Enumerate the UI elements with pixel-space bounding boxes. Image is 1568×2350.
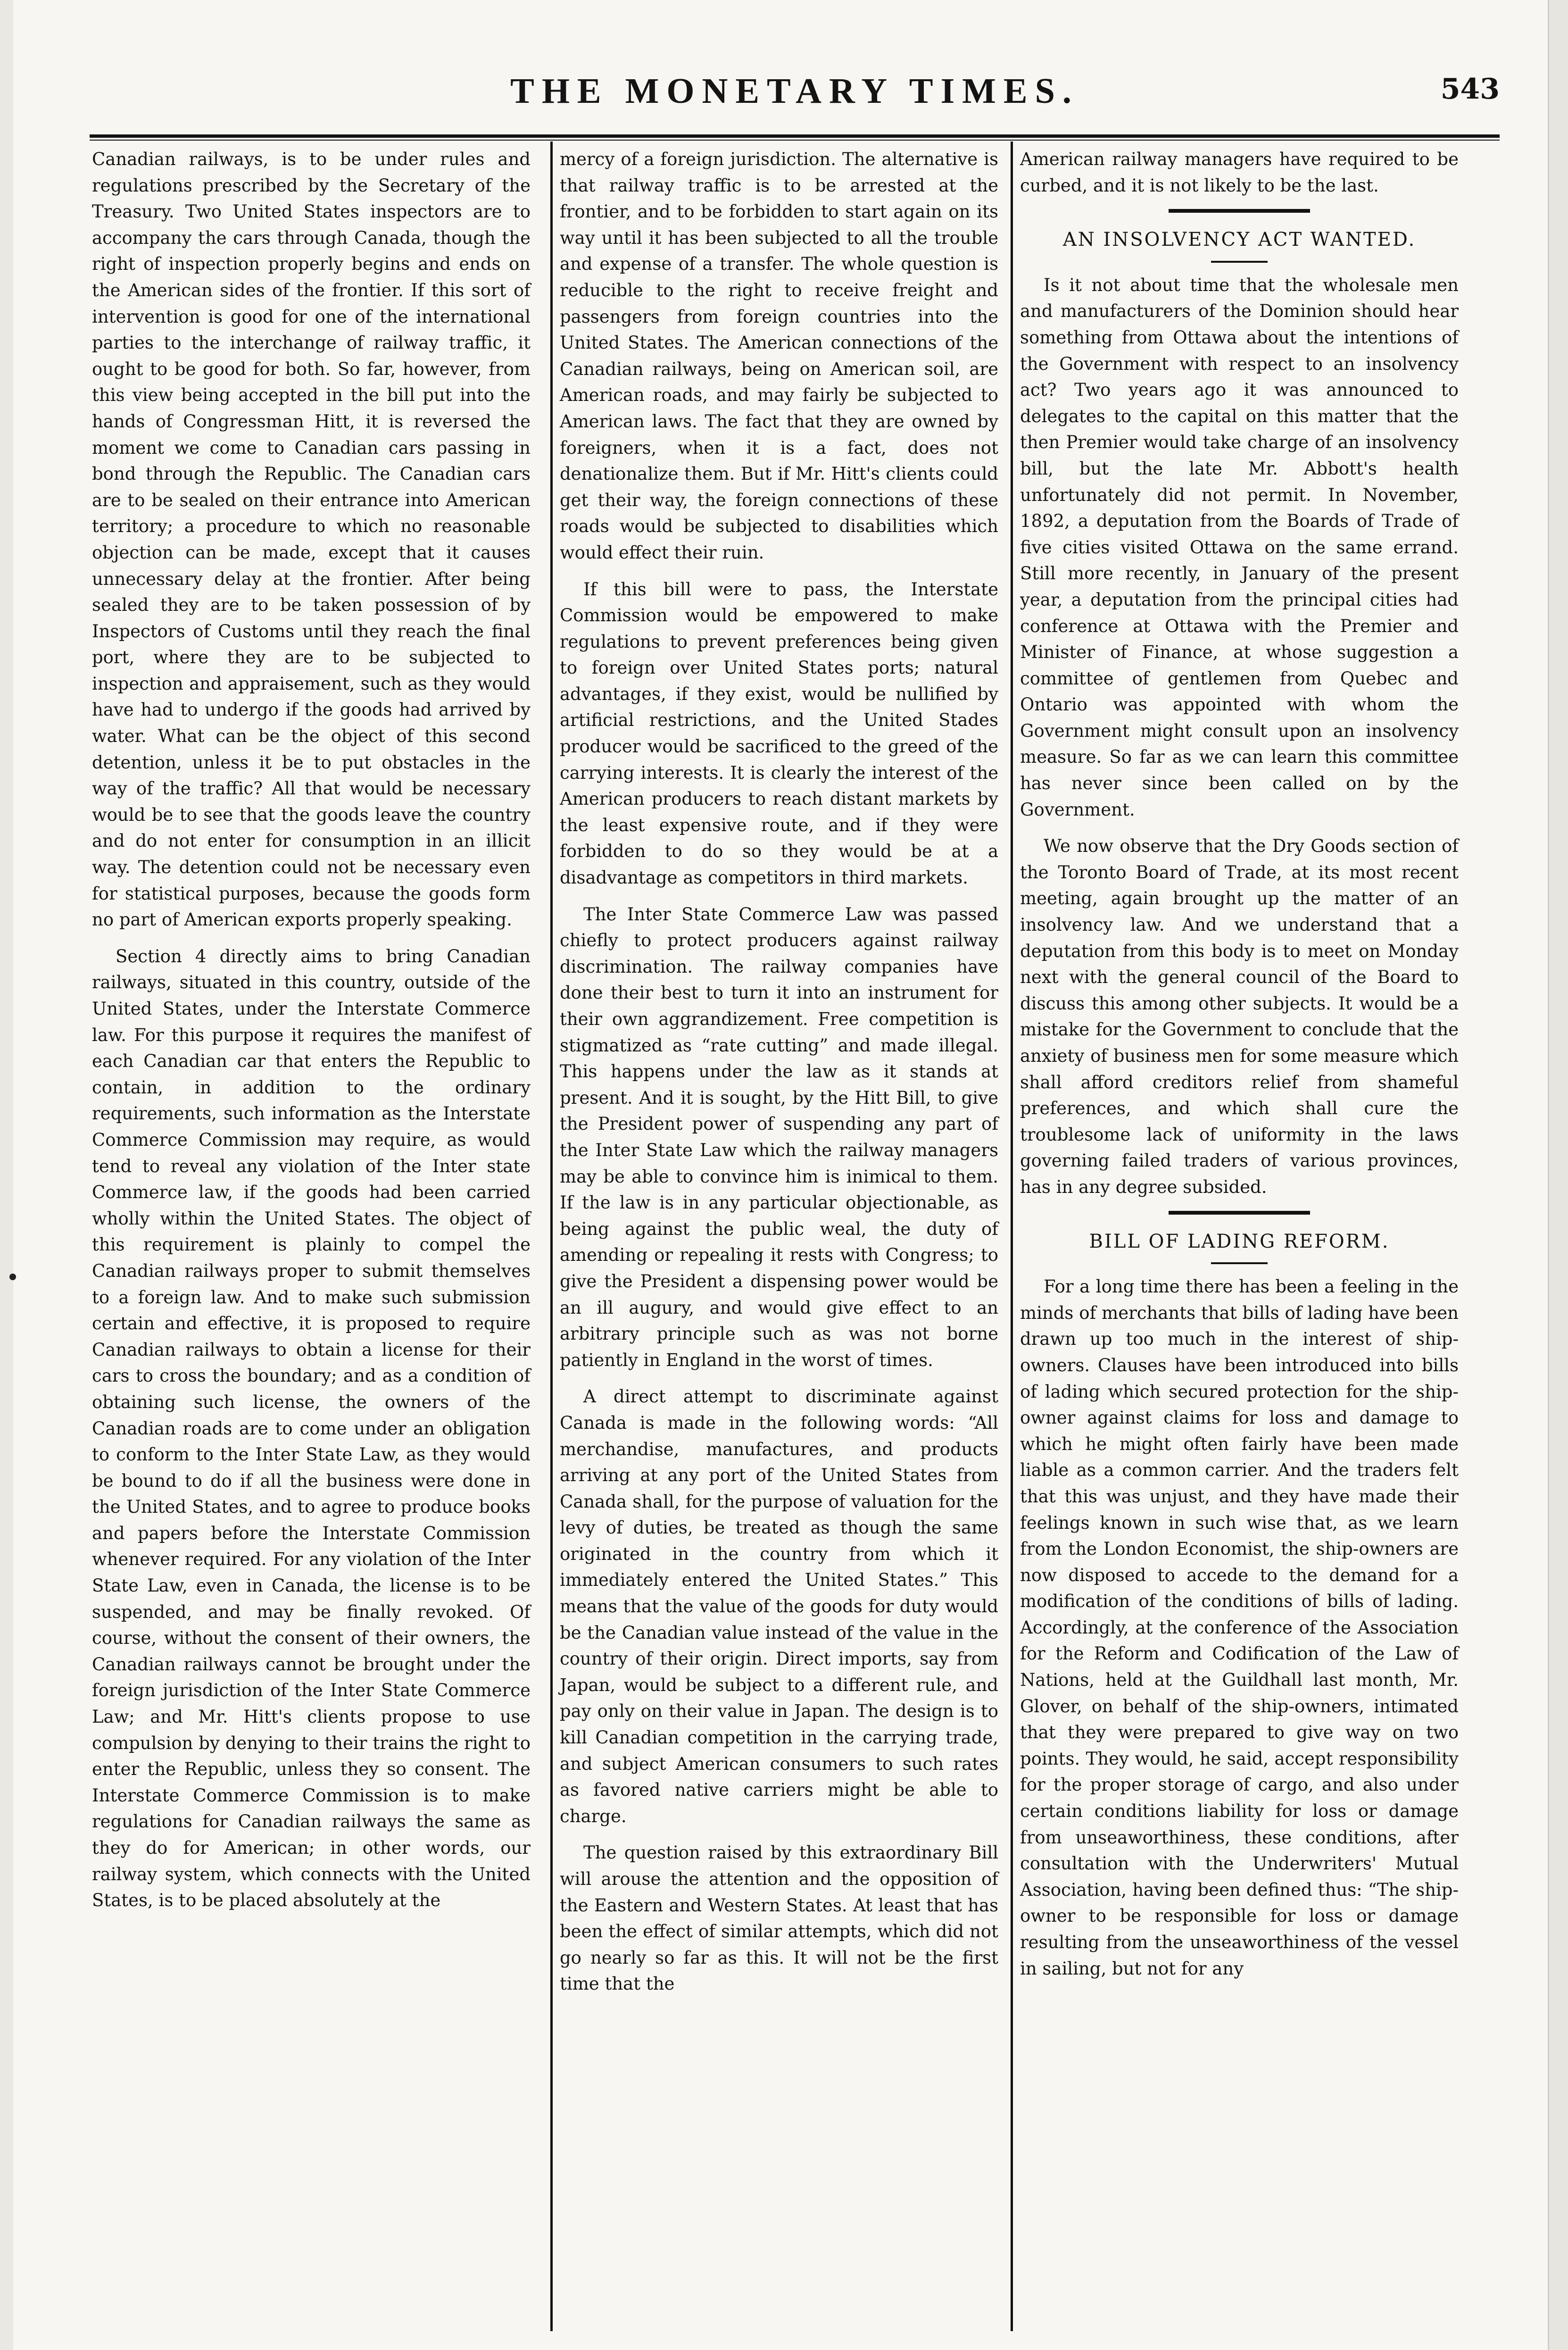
heading-rule <box>1211 1262 1268 1264</box>
paragraph: We now observe that the Dry Goods section of the Toronto Board of Trade, at its most recent meeting, again brought up the matter of an insolvency law. And we understand that a deputation from this body is to meet on Monday next with the general council of the Board to discuss this among other subjects. It would be a mistake for the Government to conclude that the anxiety of business men for some measure which shall afford creditors relief from shameful preferences, and which shall cure the troublesome lack of uniformity in the laws governing failed traders of various provinces, has in any degree subsided. <box>1020 836 1459 1197</box>
paragraph: For a long time there has been a feeling in the minds of merchants that bills of lading have been drawn up too much in the interest of ship-owners. Clauses have been introduced into bills of lading which secured protection for the ship-owner against claims for loss and damage to which he might often fairly have been made liable as a common carrier. And the traders felt that this was unjust, and they have made their feelings known in such wise that, as we learn from the London Economist, the ship-owners are now disposed to accede to the demand for a modification of the conditions of bills of lading. Accordingly, at the conference of the Association for the Reform and Codification of the Law of Nations, held at the Guildhall last month, Mr. Glover, on behalf of the ship-owners, intimated that they were prepared to give way on two points. They would, he said, accept responsibility for the proper storage of cargo, and also under certain conditions liability for loss or damage from unseaworthiness, these conditions, after consultation with the Underwriters' Mutual Association, having been defined thus: “The ship-owner to be responsible for loss or damage resulting from the unseaworthiness of the vessel in sailing, but not for any <box>1020 1276 1459 1979</box>
margin-dot <box>9 1274 16 1280</box>
paragraph: The question raised by this extraordinary Bill will arouse the attention and the opposition of the Eastern and Western States. At least that has been the effect of similar attempts, which did not go nearly so far as this. It will not be the first time that the <box>560 1842 998 1994</box>
section-divider <box>1169 209 1310 213</box>
column-rule-1 <box>550 142 553 2331</box>
page-left-edge <box>0 0 13 2350</box>
header-rule-thin <box>90 140 1500 141</box>
column-rule-2 <box>1011 142 1013 2331</box>
column-2 <box>560 146 998 1997</box>
page-right-edge <box>1548 0 1568 2350</box>
paragraph: The Inter State Commerce Law was passed chiefly to protect producers against railway discrimination. The railway companies have done their best to turn it into an instrument for their own aggrandizement. Free competition is stigmatized as “rate cutting” and made illegal. This happens under the law as it stands at present. And it is sought, by the Hitt Bill, to give the President power of suspending any part of the Inter State Law which the railway managers may be able to convince him is inimical to them. If the law is in any particular objectionable, as being against the public weal, the duty of amending or repealing it rests with Congress; to give the President a dispensing power would be an ill augury, and would give effect to an arbitrary principle such as was not borne patiently in England in the worst of times. <box>560 904 998 1370</box>
paragraph: mercy of a foreign jurisdiction. The alternative is that railway traffic is to be arrested at the frontier, and to be forbidden to start again on its way until it has been subjected to all the trouble and expense of a transfer. The whole question is reducible to the right to receive freight and passengers from foreign countries into the United States. The American connections of the Canadian railways, being on American soil, are American roads, and may fairly be subjected to American laws. The fact that they are owned by foreigners, when it is a fact, does not denationalize them. But if Mr. Hitt's clients could get their way, the foreign connections of these roads would be subjected to disabilities which would effect their ruin. <box>560 149 998 563</box>
paragraph: Canadian railways, is to be under rules and regulations prescribed by the Secretary of the Treasury. Two United States inspectors are to accompany the cars through Canada, though the right of inspection properly begins and ends on the American sides of the frontier. If this sort of intervention is good for one of the international parties to the interchange of railway traffic, it ought to be good for both. So far, however, from this view being accepted in the bill put into the hands of Congressman Hitt, it is reversed the moment we come to Canadian cars passing in bond through the Republic. The Canadian cars are to be sealed on their entrance into American territory; a procedure to which no reasonable objection can be made, except that it causes unnecessary delay at the frontier. After being sealed they are to be taken possession of by Inspectors of Customs until they reach the final port, where they are to be subjected to inspection and appraisement, such as they would have had to undergo if the goods had arrived by water. What can be the object of this second detention, unless it be to put obstacles in the way of the traffic? All that would be necessary would be to see that the goods leave the country and do not enter for consumption in an illicit way. The detention could not be necessary even for statistical purposes, because the goods form no part of American exports properly speaking. <box>92 149 531 930</box>
publication-title: THE MONETARY TIMES. <box>510 71 1079 111</box>
paragraph: American railway managers have required to be curbed, and it is not likely to be the last. <box>1020 149 1459 196</box>
page-header <box>90 71 1500 127</box>
column-3 <box>1020 146 1459 1982</box>
section-heading-bill-of-lading: BILL OF LADING REFORM. <box>1089 1230 1390 1252</box>
page-number: 543 <box>1440 73 1500 106</box>
section-heading-insolvency: AN INSOLVENCY ACT WANTED. <box>1062 229 1416 251</box>
heading-rule <box>1211 261 1268 263</box>
paragraph: Is it not about time that the wholesale men and manufacturers of the Dominion should hear something from Ottawa about the intentions of the Government with respect to an insolvency act? Two years ago it was announced to delegates to the capital on this matter that the then Premier would take charge of an insolvency bill, but the late Mr. Abbott's health unfortunately did not permit. In November, 1892, a deputation from the Boards of Trade of five cities visited Ottawa on the same errand. Still more recently, in January of the present year, a deputation from the principal cities had conference at Ottawa with the Premier and Minister of Finance, at whose suggestion a committee of gentlemen from Quebec and Ontario was appointed with whom the Government might consult upon an insolvency measure. So far as we can learn this committee has never since been called on by the Government. <box>1020 275 1459 820</box>
paragraph: Section 4 directly aims to bring Canadian railways, situated in this country, outside of the United States, under the Interstate Commerce law. For this purpose it requires the manifest of each Canadian car that enters the Republic to contain, in addition to the ordinary requirements, such information as the Interstate Commerce Commission may require, as would tend to reveal any violation of the Inter state Commerce law, if the goods had been carried wholly within the United States. The object of this requirement is plainly to compel the Canadian railways proper to submit themselves to a foreign law. And to make such submission certain and effective, it is proposed to require Canadian railways to obtain a license for their cars to cross the boundary; and as a condition of obtaining such license, the owners of the Canadian roads are to come under an obligation to conform to the Inter State Law, as they would be bound to do if all the business were done in the United States, and to agree to produce books and papers before the Interstate Commission whenever required. For any violation of the Inter State Law, even in Canada, the license is to be suspended, and may be finally revoked. Of course, without the consent of their owners, the Canadian railways cannot be brought under the foreign jurisdiction of the Inter State Commerce Law; and Mr. Hitt's clients propose to use compulsion by denying to their trains the right to enter the Republic, unless they so consent. The Interstate Commerce Commission is to make regulations for Canadian railways the same as they do for American; in other words, our railway system, which connects with the United States, is to be placed absolutely at the <box>92 946 531 1911</box>
paragraph: A direct attempt to discriminate against Canada is made in the following words: “All merchandise, manufactures, and products arriving at any port of the United States from Canada shall, for the purpose of valuation for the levy of duties, be treated as though the same originated in the country from which it immediately entered the United States.” This means that the value of the goods for duty would be the Canadian value instead of the value in the country of their origin. Direct imports, say from Japan, would be subject to a different rule, and pay only on their value in Japan. The design is to kill Canadian competition in the carrying trade, and subject American consumers to such rates as favored native carriers might be able to charge. <box>560 1386 998 1826</box>
header-rule <box>90 134 1500 138</box>
section-divider <box>1169 1211 1310 1215</box>
column-1 <box>92 146 531 1914</box>
paragraph: If this bill were to pass, the Interstate Commission would be empowered to make regulations to prevent preferences being given to foreign over United States ports; natural advantages, if they exist, would be nullified by artificial restrictions, and the United Stades producer would be sacrificed to the greed of the carrying interests. It is clearly the interest of the American producers to reach distant markets by the least expensive route, and if they were forbidden to do so they would be at a disadvantage as competitors in third markets. <box>560 579 998 888</box>
